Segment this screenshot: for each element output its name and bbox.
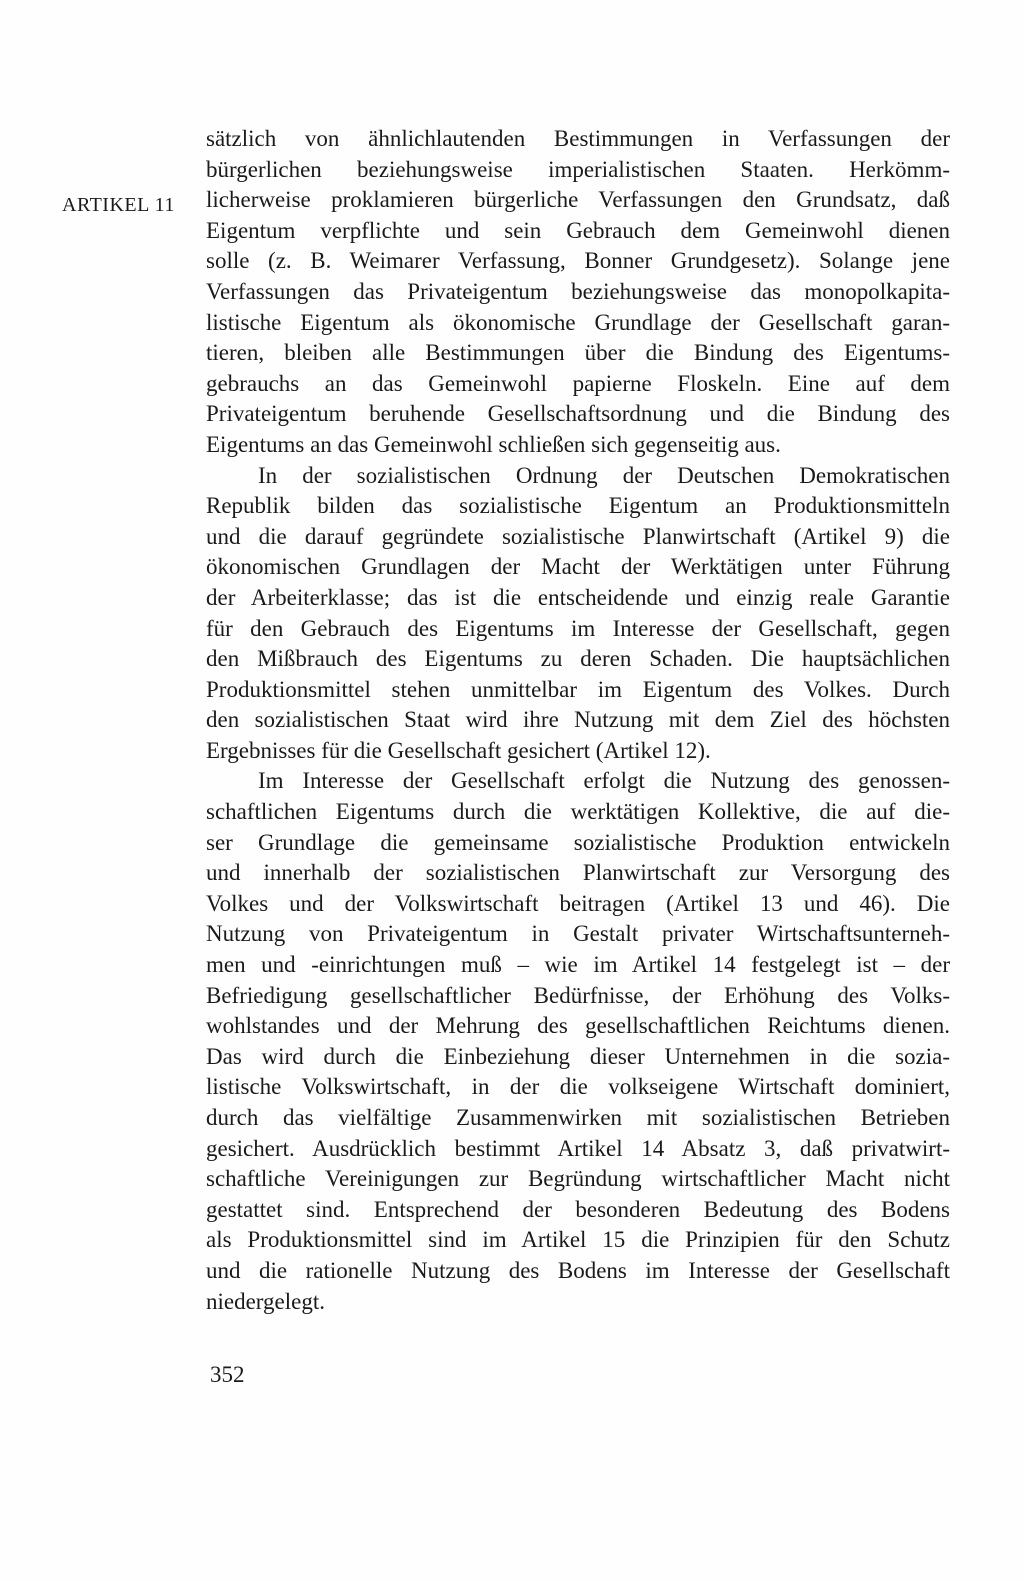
text-line: Eigentums an das Gemeinwohl schließen sich gegenseitig aus.	[206, 431, 781, 457]
text-line: gebrauchs an das Gemeinwohl papierne Floskeln. Eine auf dem	[206, 370, 950, 396]
margin-note-article: ARTIKEL 11	[62, 194, 175, 216]
text-line: Befriedigung gesellschaftlicher Bedürfnisse, der Erhöhung des Volks-	[206, 982, 950, 1008]
text-line: ökonomischen Grundlagen der Macht der Werktätigen unter Führung	[206, 554, 950, 580]
body-text	[206, 124, 950, 1317]
text-line: den Mißbrauch des Eigentums zu deren Schaden. Die hauptsächlichen	[206, 646, 950, 672]
text-line: listische Volkswirtschaft, in der die volkseigene Wirtschaft dominiert,	[206, 1074, 950, 1100]
text-line: und die darauf gegründete sozialistische Planwirtschaft (Artikel 9) die	[206, 523, 950, 549]
text-line: Ergebnisses für die Gesellschaft gesichert (Artikel 12).	[206, 737, 711, 763]
text-line: In der sozialistischen Ordnung der Deutschen Demokratischen	[258, 462, 950, 488]
text-line: Nutzung von Privateigentum in Gestalt privater Wirtschaftsunterneh-	[206, 921, 950, 947]
text-line: durch das vielfältige Zusammenwirken mit sozialistischen Betrieben	[206, 1105, 950, 1130]
text-line: gesichert. Ausdrücklich bestimmt Artikel 14 Absatz 3, daß privatwirt-	[206, 1135, 950, 1161]
text-line: solle (z. B. Weimarer Verfassung, Bonner Grundgesetz). Solange jene	[206, 248, 950, 274]
text-line: schaftliche Vereinigungen zur Begründung wirtschaftlicher Macht nicht	[206, 1166, 950, 1192]
page-number: 352	[210, 1362, 245, 1387]
text-line: Republik bilden das sozialistische Eigentum an Produktionsmitteln	[206, 493, 950, 519]
text-line: als Produktionsmittel sind im Artikel 15 die Prinzipien für den Schutz	[206, 1227, 950, 1253]
text-line: gestattet sind. Entsprechend der besonderen Bedeutung des Bodens	[206, 1196, 950, 1222]
text-line: ser Grundlage die gemeinsame sozialistische Produktion entwickeln	[206, 829, 950, 855]
text-line: Volkes und der Volkswirtschaft beitragen (Artikel 13 und 46). Die	[206, 890, 950, 916]
text-line: tieren, bleiben alle Bestimmungen über die Bindung des Eigentums-	[206, 340, 950, 366]
text-line: und innerhalb der sozialistischen Planwirtschaft zur Versorgung des	[206, 860, 950, 886]
text-line: men und -einrichtungen muß – wie im Artikel 14 festgelegt ist – der	[206, 952, 950, 978]
text-line: licherweise proklamieren bürgerliche Verfassungen den Grundsatz, daß	[206, 187, 950, 213]
text-line: Privateigentum beruhende Gesellschaftsordnung und die Bindung des	[206, 401, 950, 427]
text-line: niedergelegt.	[206, 1288, 325, 1314]
text-line: Im Interesse der Gesellschaft erfolgt die Nutzung des genossen-	[258, 768, 950, 794]
text-line: wohlstandes und der Mehrung des gesellschaftlichen Reichtums dienen.	[206, 1013, 950, 1039]
text-line: Produktionsmittel stehen unmittelbar im Eigentum des Volkes. Durch	[206, 676, 950, 702]
text-line: Das wird durch die Einbeziehung dieser Unternehmen in die sozia-	[206, 1043, 950, 1069]
text-line: bürgerlichen beziehungsweise imperialistischen Staaten. Herkömm-	[206, 156, 950, 182]
text-line: für den Gebrauch des Eigentums im Interesse der Gesellschaft, gegen	[206, 615, 950, 641]
text-line: den sozialistischen Staat wird ihre Nutzung mit dem Ziel des höchsten	[206, 707, 950, 733]
text-line: Eigentum verpflichte und sein Gebrauch dem Gemeinwohl dienen	[206, 217, 950, 243]
text-line: schaftlichen Eigentums durch die werktätigen Kollektive, die auf die-	[206, 799, 950, 825]
text-line: der Arbeiterklasse; das ist die entscheidende und einzig reale Garantie	[206, 584, 950, 610]
text-line: sätzlich von ähnlichlautenden Bestimmungen in Verfassungen der	[206, 126, 950, 151]
text-line: Verfassungen das Privateigentum beziehungsweise das monopolkapita-	[206, 278, 950, 304]
text-line: listische Eigentum als ökonomische Grundlage der Gesellschaft garan-	[206, 309, 950, 335]
text-line: und die rationelle Nutzung des Bodens im Interesse der Gesellschaft	[206, 1257, 950, 1283]
